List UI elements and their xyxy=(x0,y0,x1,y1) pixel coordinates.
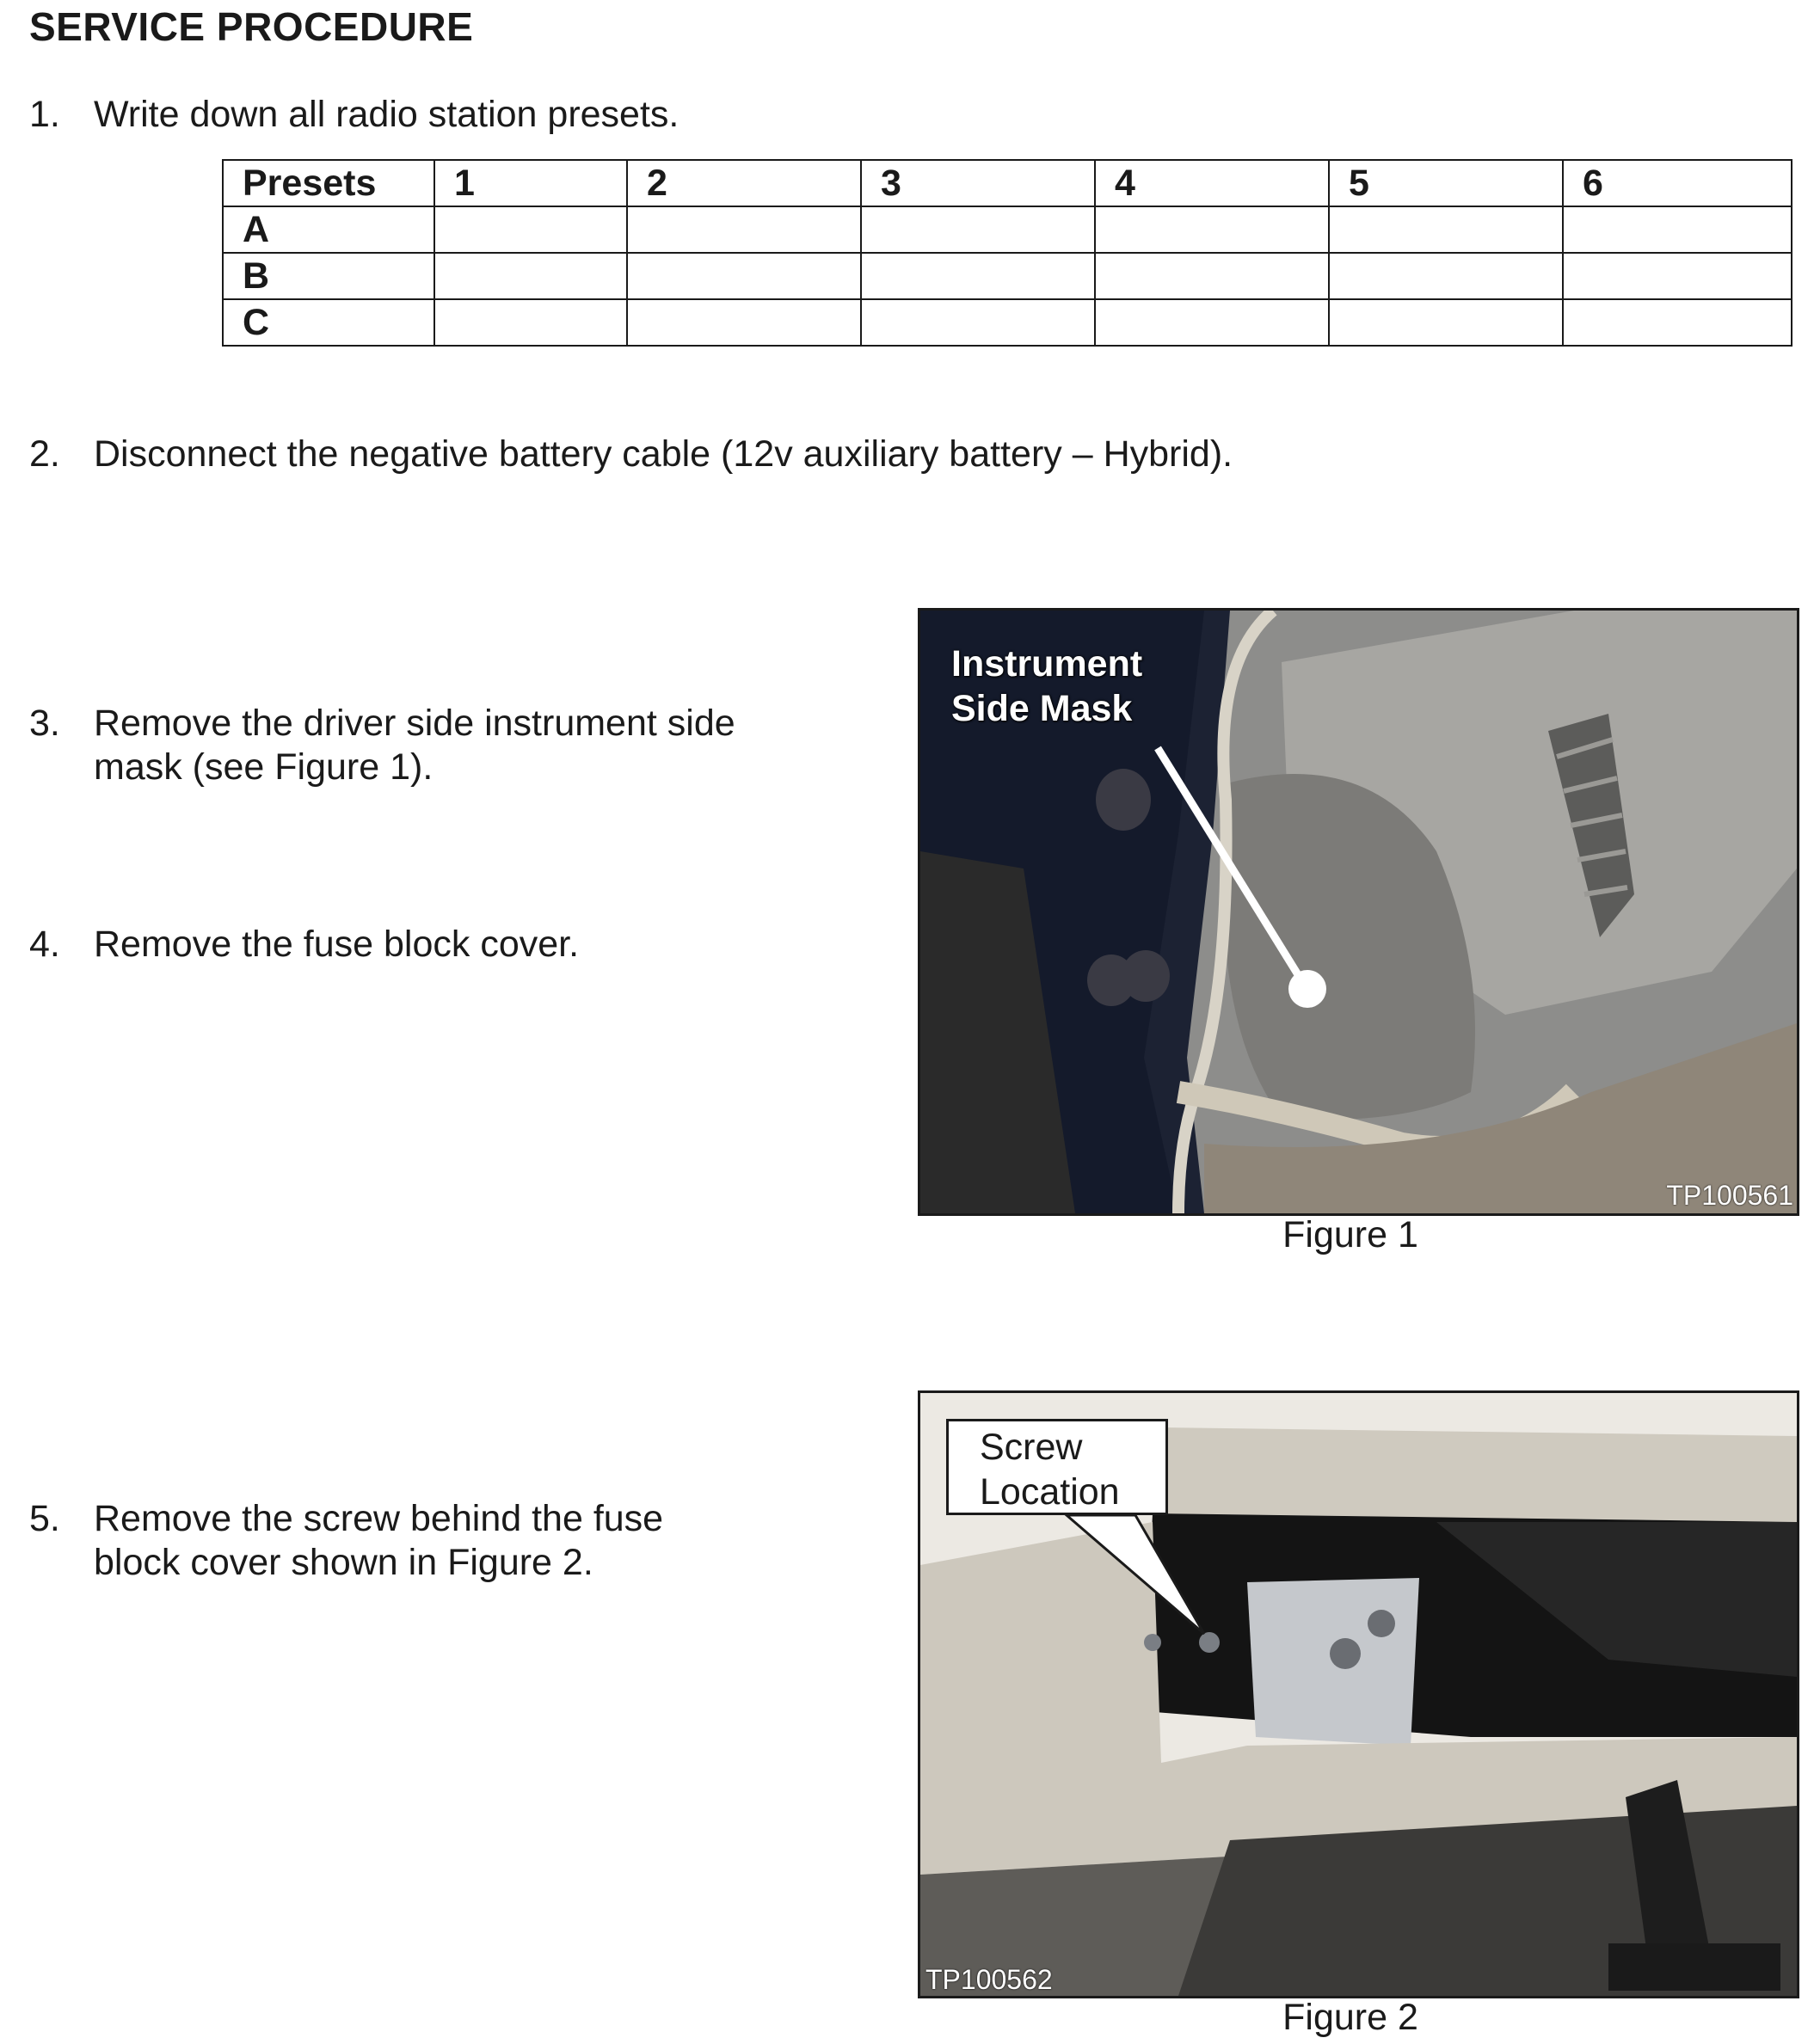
figure-2-label-line-1: Screw xyxy=(980,1427,1083,1468)
table-cell[interactable] xyxy=(434,253,627,299)
presets-table xyxy=(222,159,1792,347)
figure-2-photo xyxy=(918,1390,1799,1998)
table-cell[interactable] xyxy=(1095,206,1329,253)
table-header-row xyxy=(223,160,1792,206)
figure-1-caption: Figure 1 xyxy=(1282,1214,1418,1255)
table-cell[interactable] xyxy=(861,299,1095,346)
header-cell: Presets xyxy=(223,160,434,206)
header-cell: 4 xyxy=(1095,160,1329,206)
step-number: 1. xyxy=(29,94,60,135)
table-cell[interactable] xyxy=(627,253,861,299)
step-number: 2. xyxy=(29,433,60,475)
table-cell[interactable] xyxy=(1563,206,1792,253)
table-cell[interactable] xyxy=(1095,253,1329,299)
step-text: Write down all radio station presets. xyxy=(94,94,679,135)
header-cell: 3 xyxy=(861,160,1095,206)
table-cell[interactable] xyxy=(434,206,627,253)
figure-1-photo xyxy=(918,608,1799,1216)
figure-1-label-line-1: Instrument xyxy=(951,643,1143,684)
step-5 xyxy=(29,1497,663,1585)
table-cell[interactable] xyxy=(1563,253,1792,299)
header-cell: 5 xyxy=(1329,160,1563,206)
table-cell[interactable] xyxy=(1329,253,1563,299)
table-row xyxy=(223,206,1792,253)
step-text: Remove the driver side instrument side mask (see Figure 1). xyxy=(94,703,735,788)
step-text: Remove the screw behind the fuse block cover shown in Figure 2. xyxy=(94,1498,664,1583)
table-cell[interactable] xyxy=(627,206,861,253)
step-number: 3. xyxy=(29,703,60,744)
table-cell[interactable] xyxy=(1329,206,1563,253)
table-row xyxy=(223,253,1792,299)
header-cell: 1 xyxy=(434,160,627,206)
figure-2-callout xyxy=(946,1419,1168,1515)
table-cell[interactable] xyxy=(434,299,627,346)
row-label-cell: A xyxy=(223,206,434,253)
step-1 xyxy=(29,93,679,137)
table-cell[interactable] xyxy=(627,299,861,346)
step-number: 4. xyxy=(29,924,60,965)
row-label-cell: B xyxy=(223,253,434,299)
step-3 xyxy=(29,702,735,789)
page-heading: SERVICE PROCEDURE xyxy=(29,4,474,49)
figure-2-code: TP100562 xyxy=(925,1964,1053,1995)
row-label-cell: C xyxy=(223,299,434,346)
step-text: Disconnect the negative battery cable (12v auxiliary battery – Hybrid). xyxy=(94,433,1233,475)
figure-2-label-line-2: Location xyxy=(980,1471,1120,1513)
table-cell[interactable] xyxy=(1095,299,1329,346)
step-2 xyxy=(29,433,1233,476)
header-cell: 6 xyxy=(1563,160,1792,206)
step-number: 5. xyxy=(29,1498,60,1539)
figure-1-label xyxy=(951,641,1142,731)
step-4 xyxy=(29,923,579,967)
table-row xyxy=(223,299,1792,346)
table-cell[interactable] xyxy=(861,206,1095,253)
table-cell[interactable] xyxy=(1563,299,1792,346)
figure-1-code: TP100561 xyxy=(1666,1180,1793,1211)
table-cell[interactable] xyxy=(861,253,1095,299)
figure-1-label-line-2: Side Mask xyxy=(951,688,1133,729)
step-text: Remove the fuse block cover. xyxy=(94,924,580,965)
table-cell[interactable] xyxy=(1329,299,1563,346)
header-cell: 2 xyxy=(627,160,861,206)
figure-2-caption: Figure 2 xyxy=(1282,1997,1418,2038)
